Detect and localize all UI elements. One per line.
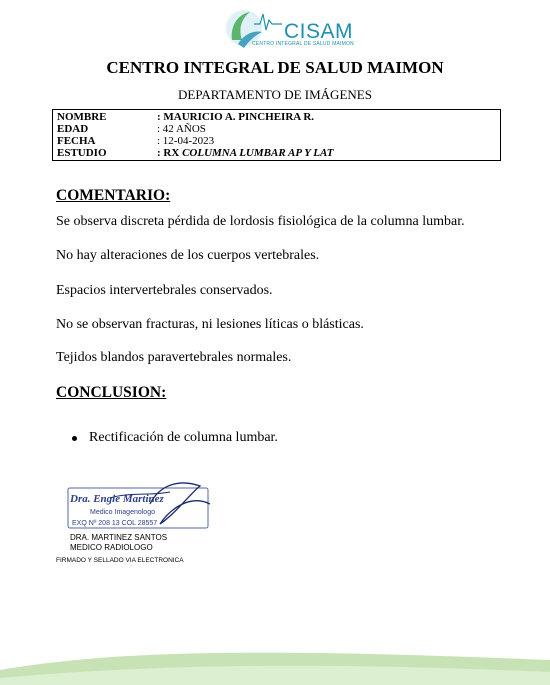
patient-row-edad (57, 123, 496, 135)
logo-subtext: CENTRO INTEGRAL DE SALUD MAIMON (252, 41, 354, 47)
signer-role: MEDICO RADIOLOGO (70, 543, 153, 552)
patient-label: FECHA (57, 135, 96, 147)
stamp-name: Dra. Engie Martinez (70, 493, 164, 505)
study-prefix: : RX (157, 147, 183, 159)
patient-label: NOMBRE (57, 111, 107, 123)
patient-row-nombre (57, 111, 496, 123)
stamp-role: Medico Imagenologo (90, 509, 155, 516)
signature-footnote: FIRMADO Y SELLADO VIA ELECTRONICA (56, 557, 184, 564)
patient-row-fecha (57, 135, 496, 147)
stamp-ids: EXQ Nº 208 13 COL 28557 (72, 520, 158, 527)
patient-row-estudio (57, 147, 496, 159)
conclusion-item (72, 430, 278, 446)
footer-wave (0, 640, 550, 685)
patient-info-box (52, 109, 501, 161)
study-name: COLUMNA LUMBAR AP Y LAT (182, 147, 334, 159)
patient-label: EDAD (57, 123, 89, 135)
patient-value: : MAURICIO A. PINCHEIRA R. (157, 111, 315, 123)
conclusion-item-text: Rectificación de columna lumbar. (89, 430, 278, 445)
patient-value: : 12-04-2023 (157, 135, 215, 147)
comentario-heading: COMENTARIO: (56, 187, 171, 204)
signature-stamp (50, 474, 220, 536)
signer-block (70, 533, 167, 553)
comentario-line: Espacios intervertebrales conservados. (56, 283, 273, 298)
conclusion-heading: CONCLUSION: (56, 384, 167, 401)
comentario-line: Tejidos blandos paravertebrales normales. (56, 350, 292, 365)
patient-value: : 42 AÑOS (157, 123, 206, 135)
department-subtitle: DEPARTAMENTO DE IMÁGENES (178, 87, 372, 102)
bullet-icon (72, 436, 77, 441)
comentario-line: Se observa discreta pérdida de lordosis fisiológica de la columna lumbar. (56, 214, 465, 229)
patient-label: ESTUDIO (57, 147, 107, 159)
patient-value (157, 147, 333, 159)
comentario-line: No hay alteraciones de los cuerpos vertebrales. (56, 248, 320, 263)
document-title: CENTRO INTEGRAL DE SALUD MAIMON (106, 58, 444, 77)
comentario-line: No se observan fracturas, ni lesiones líticas o blásticas. (56, 317, 364, 332)
signer-name: DRA. MARTINEZ SANTOS (70, 533, 168, 542)
logo-text: CISAM (284, 20, 354, 43)
